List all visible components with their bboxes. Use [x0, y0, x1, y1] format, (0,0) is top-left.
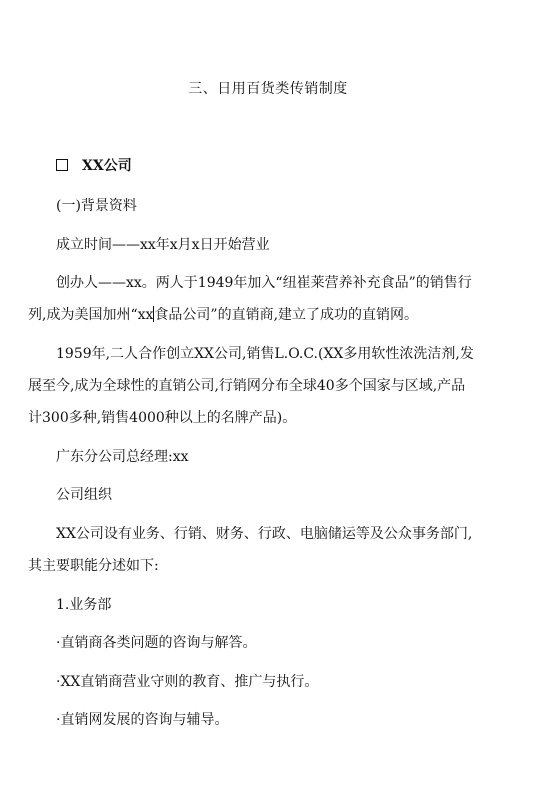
history-paragraph-line-2: 展至今,成为全球性的直销公司,行销网分布全球40多个国家与区域,产品 [28, 378, 466, 394]
section-background-heading: (一)背景资料 [56, 198, 137, 214]
founded-paragraph: 成立时间——xx年x月x日开始营业 [56, 237, 270, 253]
department-heading: 1.业务部 [56, 597, 112, 613]
general-manager-line: 广东分公司总经理:xx [56, 449, 189, 465]
list-item: ·直销网发展的咨询与辅导。 [56, 712, 229, 728]
founder-line-2-part-b: 食品公司”的直销商,建立了成功的直销网。 [154, 307, 419, 323]
company-heading-text: XX公司 [82, 158, 132, 174]
checkbox-icon [56, 159, 68, 171]
founder-paragraph-line-1: 创办人——xx。两人于1949年加入“纽崔莱营养补充食品”的销售行 [56, 275, 472, 291]
list-item: ·直销商各类问题的咨询与解答。 [56, 635, 257, 651]
history-paragraph-line-1: 1959年,二人合作创立XX公司,销售L.O.C.(XX多用软性浓洗洁剂,发 [56, 346, 474, 362]
founder-paragraph-line-2 [28, 305, 418, 325]
org-paragraph-line-2: 其主要职能分述如下: [28, 558, 159, 574]
company-heading [56, 156, 132, 176]
org-heading: 公司组织 [56, 487, 112, 503]
page-title: 三、日用百货类传销制度 [188, 81, 348, 97]
history-paragraph-line-3: 计300多种,销售4000种以上的名牌产品)。 [28, 410, 297, 426]
list-item: ·XX直销商营业守则的教育、推广与执行。 [56, 674, 319, 690]
founder-line-2-part-a: 列,成为美国加州“xx [28, 307, 154, 323]
org-paragraph-line-1: XX公司设有业务、行销、财务、行政、电脑储运等及公众事务部门, [56, 526, 473, 542]
